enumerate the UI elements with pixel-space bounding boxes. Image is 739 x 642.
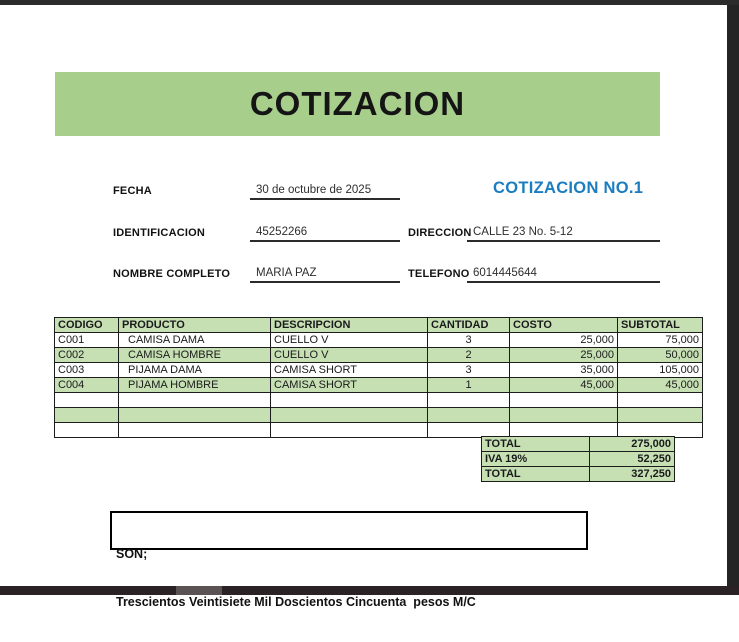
amount-in-words-prefix: SON; xyxy=(116,547,148,561)
grand-total-label: TOTAL xyxy=(482,467,590,482)
total-value: 275,000 xyxy=(590,437,675,452)
telefono-value: 6014445644 xyxy=(467,267,660,283)
cell-codigo: C003 xyxy=(55,363,119,378)
cell-descripcion: CAMISA SHORT xyxy=(271,363,428,378)
cell-costo: 25,000 xyxy=(510,333,618,348)
amount-in-words-text: Trescientos Veintisiete Mil Doscientos Cincuenta pesos M/C xyxy=(116,595,476,609)
nombre-completo-label: NOMBRE COMPLETO xyxy=(113,268,231,280)
items-table xyxy=(54,317,703,438)
nombre-completo-value: MARIA PAZ xyxy=(250,267,400,283)
totals-table xyxy=(481,436,675,482)
table-empty-row xyxy=(55,393,703,408)
iva-value: 52,250 xyxy=(590,452,675,467)
fecha-label: FECHA xyxy=(113,185,152,197)
cell-producto: PIJAMA HOMBRE xyxy=(119,378,271,393)
total-label: TOTAL xyxy=(482,437,590,452)
table-row xyxy=(55,363,703,378)
identificacion-label: IDENTIFICACION xyxy=(113,227,206,239)
quote-number: COTIZACION NO.1 xyxy=(493,179,644,197)
cell-costo: 35,000 xyxy=(510,363,618,378)
cell-costo: 45,000 xyxy=(510,378,618,393)
column-header-cantidad: CANTIDAD xyxy=(428,318,510,333)
cell-codigo: C002 xyxy=(55,348,119,363)
cell-cantidad: 3 xyxy=(428,363,510,378)
direccion-value: CALLE 23 No. 5-12 xyxy=(467,226,660,242)
right-edge-panel xyxy=(727,5,739,586)
cell-subtotal: 105,000 xyxy=(618,363,703,378)
cell-cantidad: 3 xyxy=(428,333,510,348)
table-row xyxy=(55,333,703,348)
table-row xyxy=(55,348,703,363)
cell-codigo: C001 xyxy=(55,333,119,348)
iva-row xyxy=(482,452,675,467)
cell-producto: CAMISA DAMA xyxy=(119,333,271,348)
cell-producto: PIJAMA DAMA xyxy=(119,363,271,378)
total-row xyxy=(482,437,675,452)
grand-total-row xyxy=(482,467,675,482)
fecha-value: 30 de octubre de 2025 xyxy=(250,184,400,200)
grand-total-value: 327,250 xyxy=(590,467,675,482)
cell-descripcion: CUELLO V xyxy=(271,348,428,363)
direccion-label: DIRECCION xyxy=(408,227,472,239)
cell-descripcion: CUELLO V xyxy=(271,333,428,348)
cell-costo: 25,000 xyxy=(510,348,618,363)
cell-subtotal: 75,000 xyxy=(618,333,703,348)
title-banner xyxy=(55,72,660,136)
telefono-label: TELEFONO xyxy=(408,268,470,280)
column-header-descripcion: DESCRIPCION xyxy=(271,318,428,333)
cell-subtotal: 45,000 xyxy=(618,378,703,393)
identificacion-value: 45252266 xyxy=(250,226,400,242)
column-header-codigo: CODIGO xyxy=(55,318,119,333)
iva-label: IVA 19% xyxy=(482,452,590,467)
cell-producto: CAMISA HOMBRE xyxy=(119,348,271,363)
cell-descripcion: CAMISA SHORT xyxy=(271,378,428,393)
column-header-subtotal: SUBTOTAL xyxy=(618,318,703,333)
table-empty-row xyxy=(55,408,703,423)
column-header-producto: PRODUCTO xyxy=(119,318,271,333)
cell-subtotal: 50,000 xyxy=(618,348,703,363)
column-header-costo: COSTO xyxy=(510,318,618,333)
cell-codigo: C004 xyxy=(55,378,119,393)
window-top-edge xyxy=(0,0,739,5)
cell-cantidad: 2 xyxy=(428,348,510,363)
amount-in-words-box xyxy=(110,511,588,609)
items-table-header-row xyxy=(55,318,703,333)
page-title: COTIZACION xyxy=(249,85,466,122)
cell-cantidad: 1 xyxy=(428,378,510,393)
table-row xyxy=(55,378,703,393)
